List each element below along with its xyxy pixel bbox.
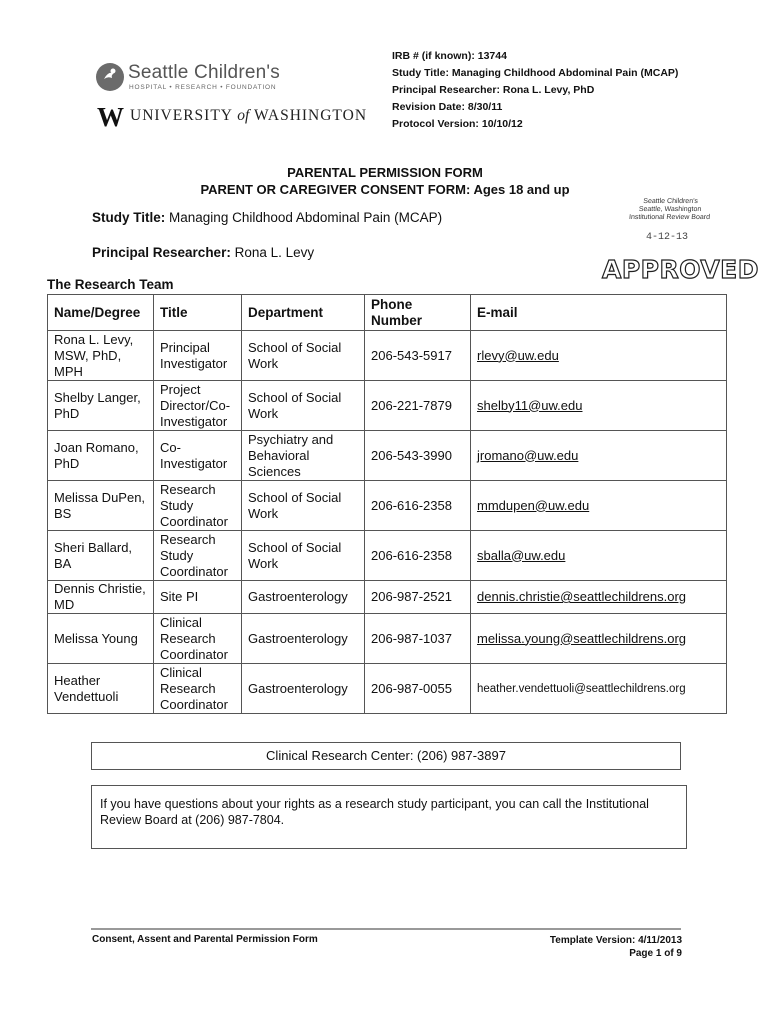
- cell-email: [471, 531, 727, 581]
- cell-department: Gastroenterology: [242, 664, 365, 714]
- seattle-childrens-emblem-icon: [95, 62, 125, 92]
- irb-info-block: [392, 50, 692, 135]
- principal-researcher-line: [92, 245, 314, 260]
- research-team-heading: The Research Team: [47, 277, 174, 292]
- cell-department: Psychiatry and Behavioral Sciences: [242, 431, 365, 481]
- table-row: [48, 481, 727, 531]
- footer-form-name: Consent, Assent and Parental Permission Form: [92, 934, 318, 945]
- cell-phone: 206-987-0055: [365, 664, 471, 714]
- study-title-value: Managing Childhood Abdominal Pain (MCAP): [169, 210, 443, 225]
- email-link[interactable]: jromano@uw.edu: [477, 447, 579, 463]
- irb-revision-date: Revision Date: 8/30/11: [392, 101, 503, 113]
- column-header-email: E-mail: [471, 295, 727, 331]
- cell-title: Clinical Research Coordinator: [154, 664, 242, 714]
- email-link[interactable]: melissa.young@seattlechildrens.org: [477, 630, 687, 646]
- cell-phone: 206-616-2358: [365, 481, 471, 531]
- cell-name: Shelby Langer, PhD: [48, 381, 154, 431]
- cell-title: Project Director/Co-Investigator: [154, 381, 242, 431]
- cell-email: [471, 431, 727, 481]
- email-link[interactable]: dennis.christie@seattlechildrens.org: [477, 589, 687, 604]
- table-row: [48, 531, 727, 581]
- cell-name: Melissa Young: [48, 614, 154, 664]
- study-title-label: Study Title:: [92, 210, 166, 225]
- cell-phone: 206-543-5917: [365, 331, 471, 381]
- cell-email: [471, 381, 727, 431]
- cell-email: heather.vendettuoli@seattlechildrens.org: [471, 664, 727, 714]
- cell-department: School of Social Work: [242, 381, 365, 431]
- table-row: [48, 581, 727, 614]
- approval-stamp-org: Seattle Children's Seattle, Washington Institutional Review Board: [628, 198, 711, 221]
- email-link[interactable]: rlevy@uw.edu: [477, 347, 559, 363]
- seattle-childrens-subtitle: HOSPITAL • RESEARCH • FOUNDATION: [129, 84, 277, 91]
- seattle-childrens-logo: [95, 62, 305, 96]
- email-link[interactable]: mmdupen@uw.edu: [477, 497, 590, 513]
- irb-principal-researcher: Principal Researcher: Rona L. Levy, PhD: [392, 84, 595, 96]
- cell-department: School of Social Work: [242, 331, 365, 381]
- cell-name: Dennis Christie, MD: [48, 581, 154, 614]
- irb-protocol-version: Protocol Version: 10/10/12: [392, 118, 523, 130]
- approval-stamp-date: 4-12-13: [646, 232, 689, 243]
- cell-department: Gastroenterology: [242, 614, 365, 664]
- cell-department: School of Social Work: [242, 481, 365, 531]
- cell-name: Sheri Ballard, BA: [48, 531, 154, 581]
- footer-template-version: Template Version: 4/11/2013: [549, 935, 682, 946]
- cell-title: Clinical Research Coordinator: [154, 614, 242, 664]
- table-row: [48, 331, 727, 381]
- table-header-row: [48, 295, 727, 331]
- cell-title: Co-Investigator: [154, 431, 242, 481]
- uw-name: UNIVERSITY of WASHINGTON: [130, 107, 368, 124]
- table-row: [48, 614, 727, 664]
- column-header-department: Department: [242, 295, 365, 331]
- cell-title: Research Study Coordinator: [154, 481, 242, 531]
- table-row: [48, 431, 727, 481]
- irb-notice-box: If you have questions about your rights as a research study participant, you can call the Institutional Review Board at (206) 987-7804.: [91, 785, 687, 849]
- cell-email: [471, 614, 727, 664]
- irb-number: IRB # (if known): 13744: [392, 50, 507, 62]
- email-link[interactable]: shelby11@uw.edu: [477, 397, 583, 413]
- cell-email: [471, 481, 727, 531]
- cell-name: Rona L. Levy, MSW, PhD, MPH: [48, 331, 154, 381]
- cell-phone: 206-543-3990: [365, 431, 471, 481]
- cell-email: [471, 331, 727, 381]
- column-header-name: Name/Degree: [48, 295, 154, 331]
- cell-name: Heather Vendettuoli: [48, 664, 154, 714]
- cell-email: [471, 581, 727, 614]
- column-header-title: Title: [154, 295, 242, 331]
- table-row: [48, 381, 727, 431]
- cell-name: Joan Romano, PhD: [48, 431, 154, 481]
- cell-name: Melissa DuPen, BS: [48, 481, 154, 531]
- cell-phone: 206-221-7879: [365, 381, 471, 431]
- research-team-table: [47, 294, 727, 714]
- cell-phone: 206-987-1037: [365, 614, 471, 664]
- cell-phone: 206-616-2358: [365, 531, 471, 581]
- seattle-childrens-name: Seattle Children's: [128, 62, 280, 83]
- uw-logo: [97, 102, 368, 132]
- footer-divider: [91, 928, 681, 930]
- form-title-block: [0, 164, 770, 198]
- cell-title: Principal Investigator: [154, 331, 242, 381]
- cell-phone: 206-987-2521: [365, 581, 471, 614]
- footer-page-number: Page 1 of 9: [629, 948, 682, 959]
- table-row: [48, 664, 727, 714]
- cell-department: Gastroenterology: [242, 581, 365, 614]
- study-title-line: [92, 210, 442, 225]
- form-title: PARENTAL PERMISSION FORM: [287, 165, 483, 180]
- irb-study-title: Study Title: Managing Childhood Abdominal Pain (MCAP): [392, 67, 679, 79]
- cell-department: School of Social Work: [242, 531, 365, 581]
- principal-researcher-label: Principal Researcher:: [92, 245, 231, 260]
- approval-stamp-word: APPROVED: [602, 255, 760, 284]
- email-link[interactable]: sballa@uw.edu: [477, 547, 566, 563]
- footer-version-block: [480, 934, 682, 960]
- principal-researcher-value: Rona L. Levy: [234, 245, 315, 260]
- column-header-phone: Phone Number: [365, 295, 471, 331]
- cell-title: Research Study Coordinator: [154, 531, 242, 581]
- form-subtitle: PARENT OR CAREGIVER CONSENT FORM: Ages 18 and up: [200, 182, 570, 197]
- cell-title: Site PI: [154, 581, 242, 614]
- uw-w-mark: W: [97, 102, 124, 132]
- clinical-research-center-box: Clinical Research Center: (206) 987-3897: [91, 742, 681, 770]
